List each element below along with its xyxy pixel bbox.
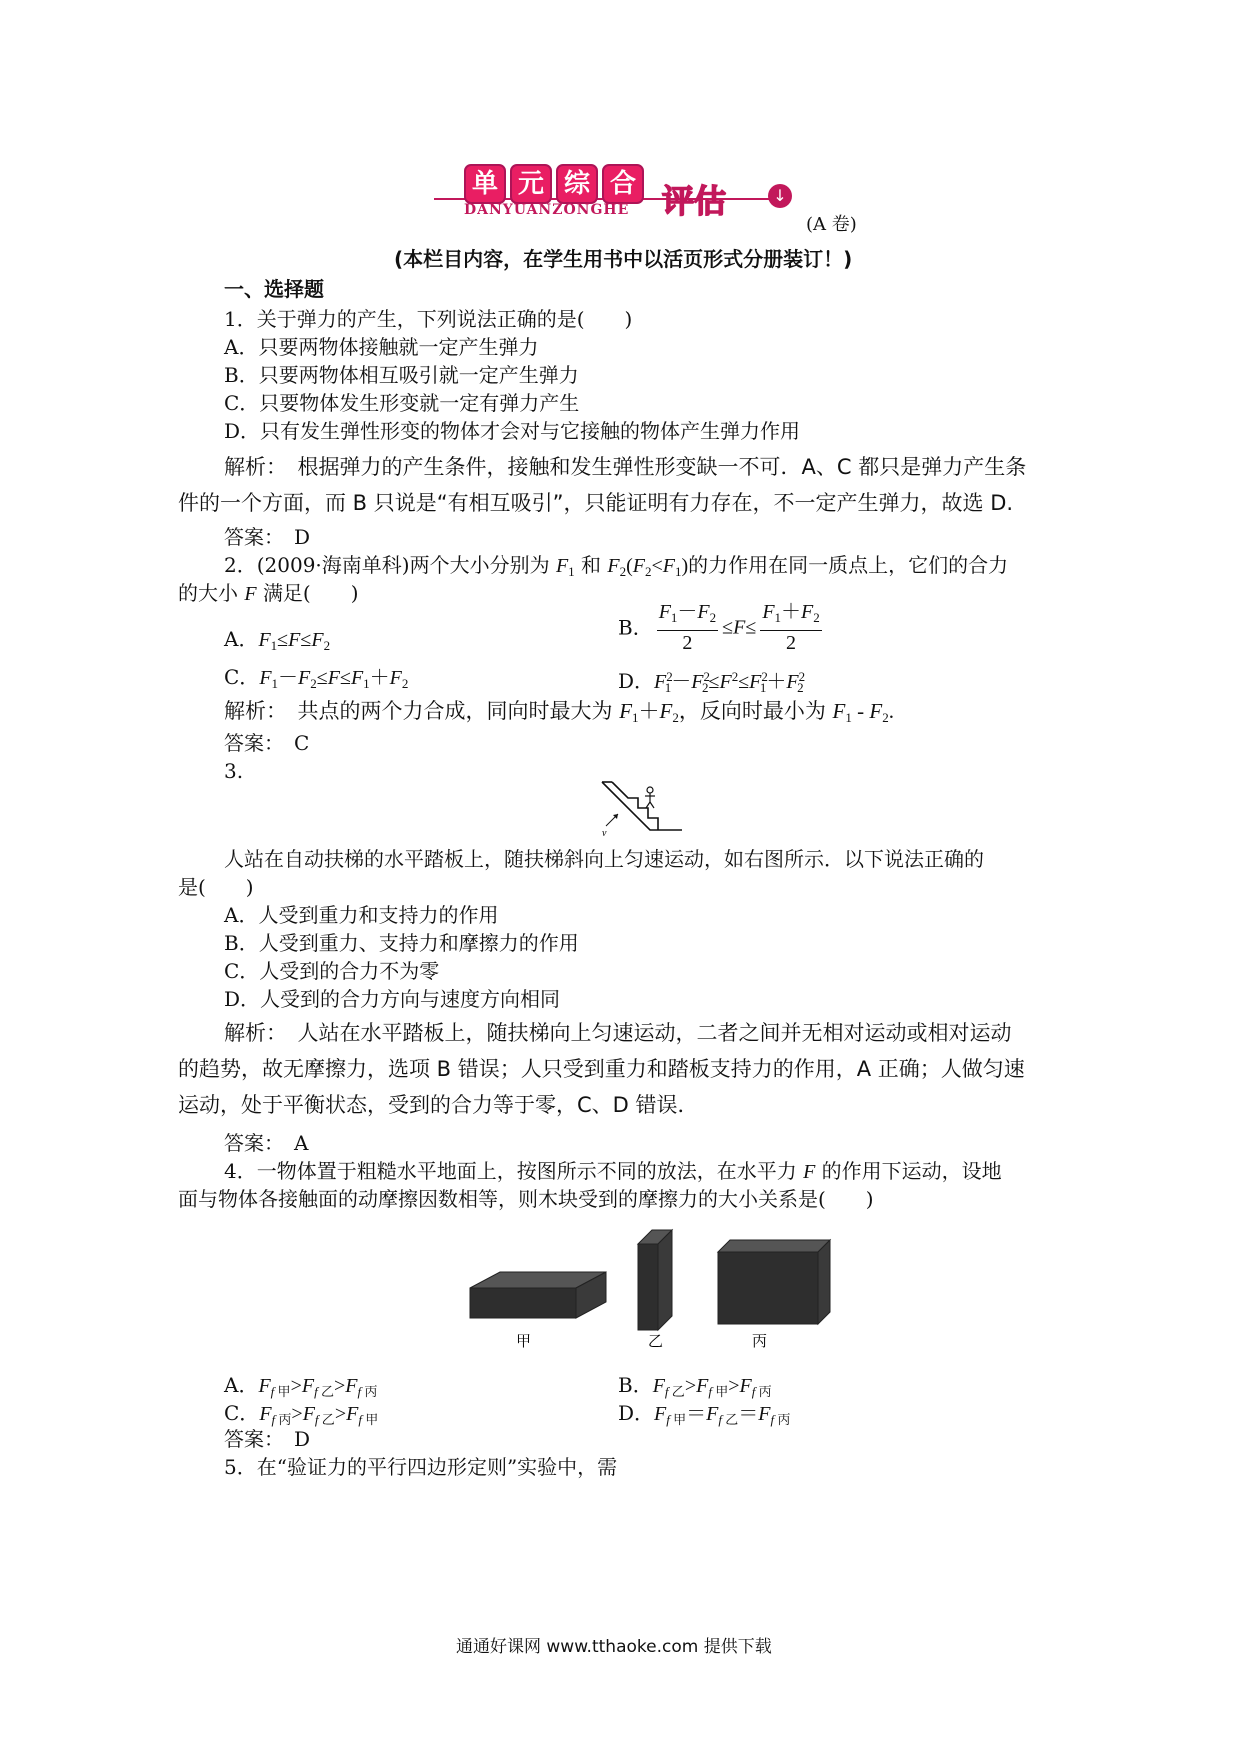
option-a: A．$F_{f 甲}>F_{f 乙}>F_{f 丙}$	[224, 1373, 378, 1399]
answer: 答案： A	[224, 1131, 309, 1155]
question-stem: 人站在自动扶梯的水平踏板上，随扶梯斜向上匀速运动，如右图所示．以下说法正确的	[224, 847, 984, 871]
option-d: D．$F_{f 甲}=F_{f 乙}=F_{f 丙}$	[618, 1401, 791, 1427]
option-b: B．人受到重力、支持力和摩擦力的作用	[224, 931, 579, 955]
down-arrow-icon: ↓	[768, 184, 792, 208]
question-stem: 面与物体各接触面的动摩擦因数相等，则木块受到的摩擦力的大小关系是( )	[178, 1187, 874, 1211]
explanation: 解析： 共点的两个力合成，同向时最大为 $F_1+F_2$，反向时最小为 $F_1 - F_2$.	[224, 699, 894, 725]
explanation: 运动，处于平衡状态，受到的合力等于零，C、D 错误．	[178, 1093, 699, 1117]
answer: 答案： C	[224, 731, 310, 755]
banner-char: 单	[464, 164, 506, 204]
option-b: B．$F_{f 乙}>F_{f 甲}>F_{f 丙}$	[618, 1373, 772, 1399]
figure-label-bing: 丙	[752, 1332, 768, 1350]
banner-char: 元	[510, 164, 552, 204]
option-d: D．人受到的合力方向与速度方向相同	[224, 987, 561, 1011]
binding-note: (本栏目内容，在学生用书中以活页形式分册装订！)	[394, 247, 853, 271]
option-a: A．只要两物体接触就一定产生弹力	[224, 335, 539, 359]
question-number: 3.	[224, 759, 244, 783]
option-c: C．只要物体发生形变就一定有弹力产生	[224, 391, 580, 415]
question-stem: 2．(2009·海南单科)两个大小分别为 $F_1$ 和 $F_2(F_2<F_1)$的力作用在同一质点上，它们的合力	[224, 553, 1009, 579]
answer: 答案： D	[224, 1427, 311, 1451]
footer-text: 通通好课网 www.tthaoke.com 提供下载	[456, 1637, 772, 1657]
option-b: B． $\frac{F_1-F_2}{2}$ ≤F≤ $\frac{F_1+F_2}{2}$	[618, 601, 820, 654]
figure-label-yi: 乙	[648, 1332, 664, 1350]
unit-assessment-banner	[434, 150, 814, 226]
banner-char: 合	[602, 164, 644, 204]
question-stem: 4．一物体置于粗糙水平地面上，按图所示不同的放法，在水平力 F 的作用下运动，设地	[224, 1159, 1002, 1183]
option-c: C．人受到的合力不为零	[224, 959, 440, 983]
option-d: D．只有发生弹性形变的物体才会对与它接触的物体产生弹力作用	[224, 419, 801, 443]
banner-pinyin: DANYUANZONGHE	[464, 202, 630, 218]
banner-char: 综	[556, 164, 598, 204]
option-c: C．$F_{f 丙}>F_{f 乙}>F_{f 甲}$	[224, 1401, 379, 1427]
option-a: A．$F_1\le F\le F_2$	[224, 627, 331, 653]
option-c: C．$F_1-F_2\le F\le F_1+F_2$	[224, 665, 409, 691]
figure-label-jia: 甲	[516, 1332, 532, 1350]
option-d: D．$F^2_1-F^2_2\le F^2\le F^2_1+F^2_2$	[618, 669, 806, 695]
option-b: B．只要两物体相互吸引就一定产生弹力	[224, 363, 579, 387]
explanation: 解析： 人站在水平踏板上，随扶梯向上匀速运动，二者之间并无相对运动或相对运动	[224, 1021, 1012, 1045]
question-stem: 1．关于弹力的产生，下列说法正确的是( )	[224, 307, 633, 331]
explanation: 的趋势，故无摩擦力，选项 B 错误；人只受到重力和踏板支持力的作用，A 正确；人做匀速	[178, 1057, 1025, 1081]
explanation: 件的一个方面，而 B 只说是“有相互吸引”，只能证明有力存在，不一定产生弹力，故选 D.	[178, 491, 1014, 515]
option-a: A．人受到重力和支持力的作用	[224, 903, 499, 927]
question-stem: 5．在“验证力的平行四边形定则”实验中，需	[224, 1455, 618, 1479]
banner-pinggu: 评估	[662, 182, 727, 220]
explanation: 解析： 根据弹力的产生条件，接触和发生弹性形变缺一不可．A、C 都只是弹力产生条	[224, 455, 1027, 479]
section-heading: 一、选择题	[224, 277, 324, 301]
question-stem: 的大小 F 满足( )	[178, 581, 359, 605]
question-stem: 是( )	[178, 875, 254, 899]
block-placement-figure	[460, 1224, 850, 1350]
volume-label: (A 卷)	[806, 214, 857, 235]
escalator-figure	[598, 780, 684, 838]
velocity-label: v	[602, 828, 607, 838]
answer: 答案： D	[224, 525, 311, 549]
